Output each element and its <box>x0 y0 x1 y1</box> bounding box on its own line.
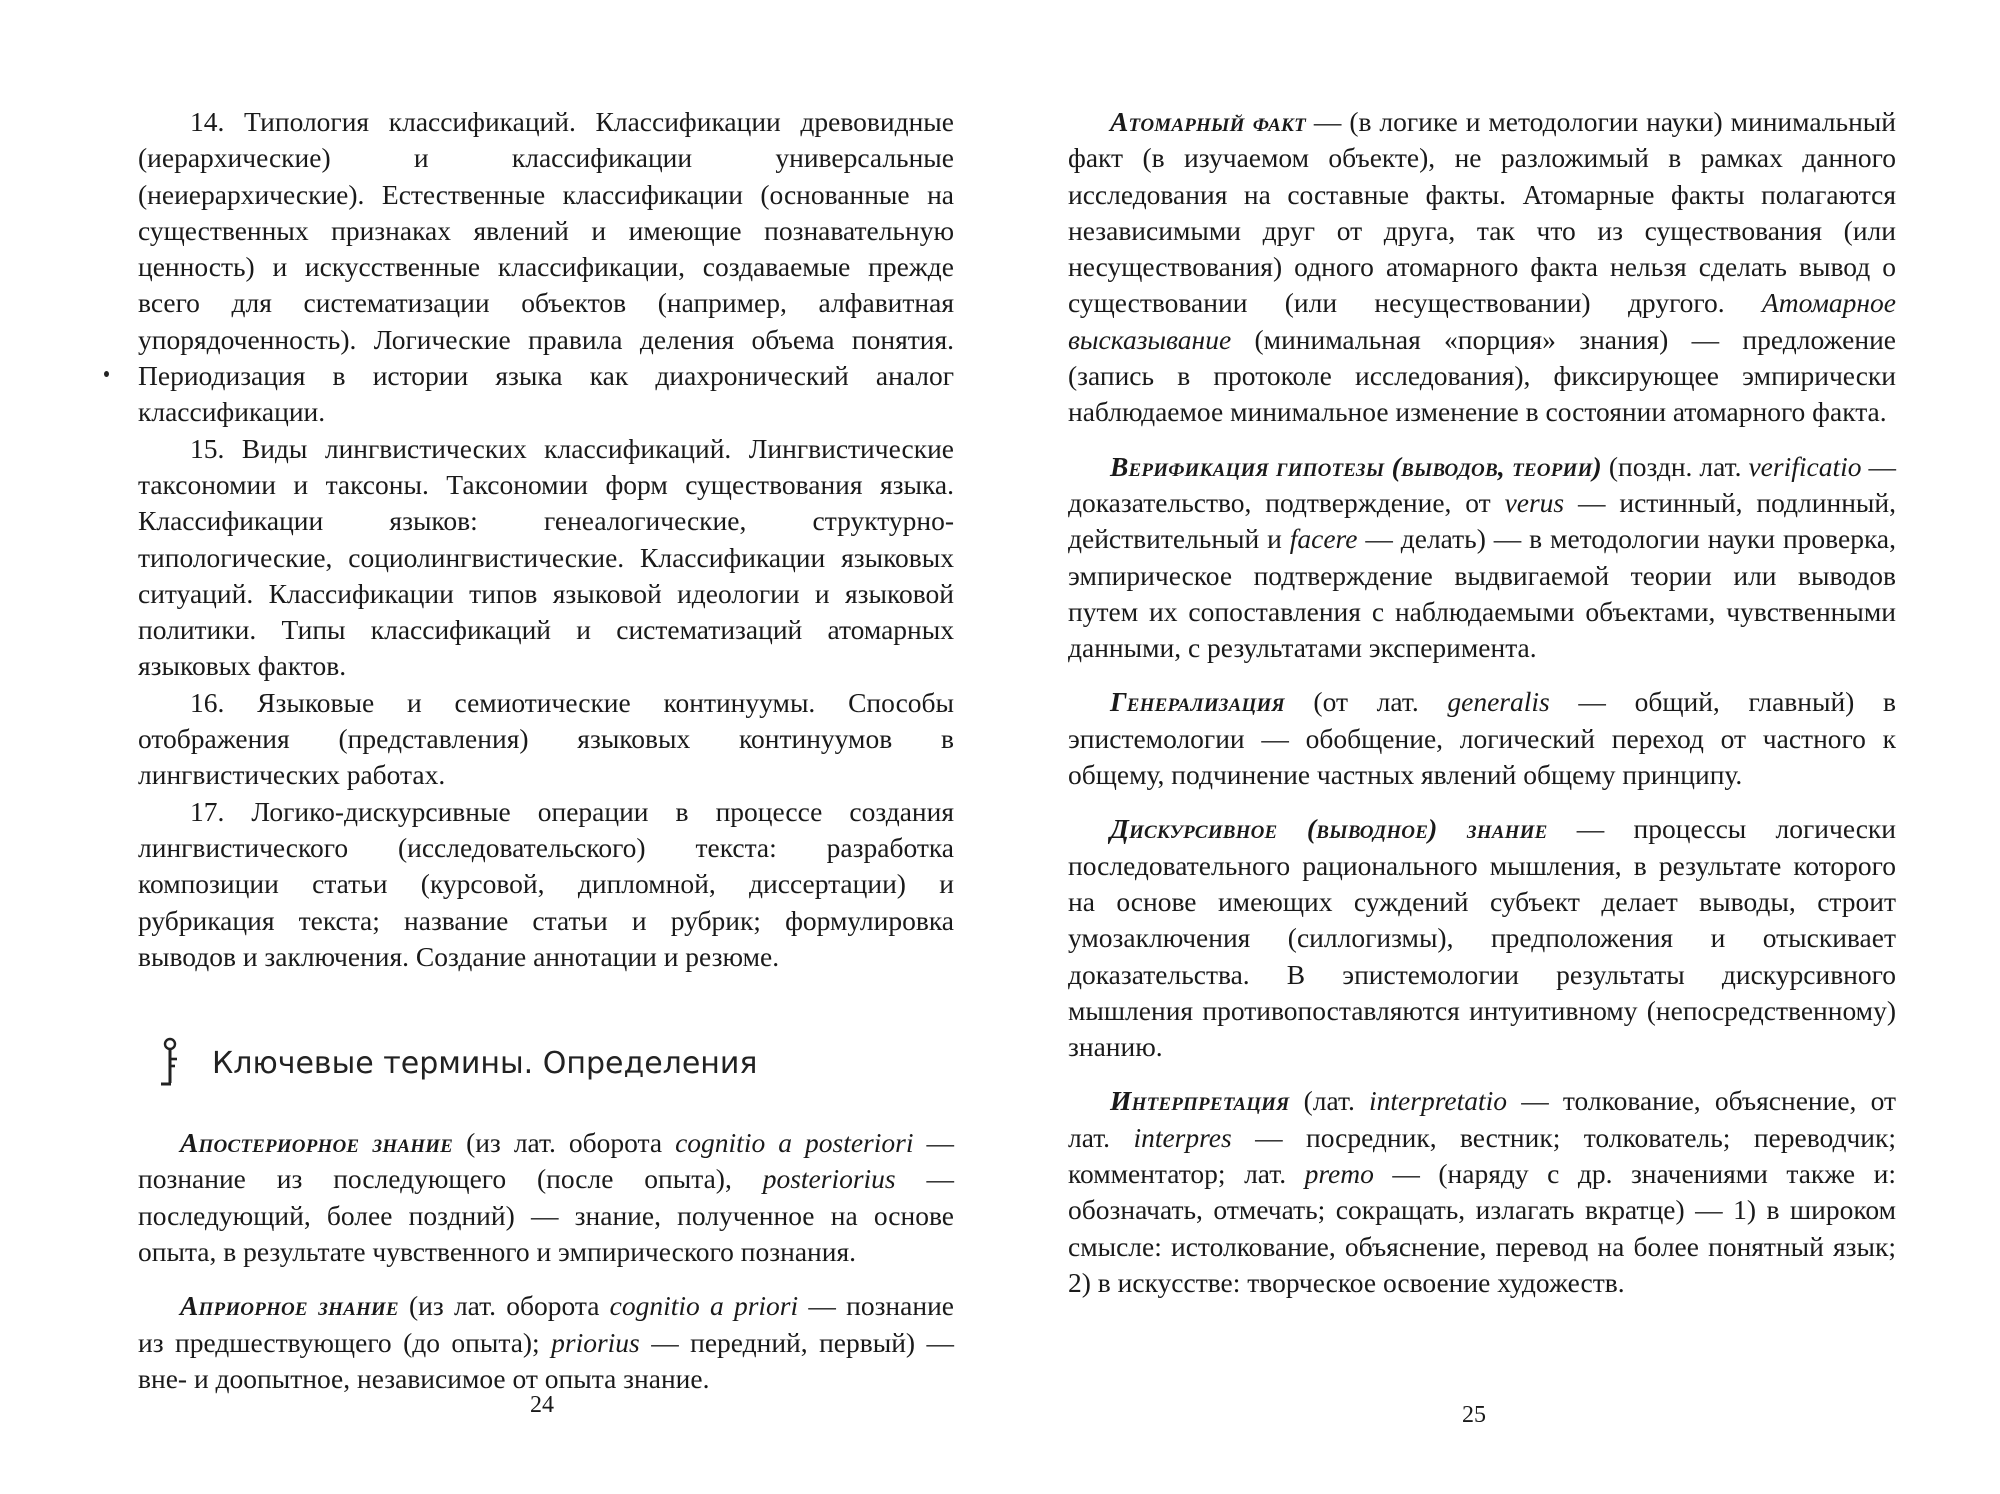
definition-text: — толкование, объяснение, от лат. <box>1068 1085 1897 1153</box>
latin-phrase: cognitio a posteriori <box>675 1127 914 1159</box>
definition-text: — истинный, подлинный, действительный и <box>1068 486 1896 555</box>
definition-text: — делать) — в методологии науки проверка, эмпирическое подтверждение выдвигаемой теории или выводов путем их сопоставления с наблюдаемыми объектами, чувственными данными, с результатами эксперимента. <box>1068 523 1896 664</box>
definition-text: — передний, первый) — вне- и доопытное, независимое от опыта знание. <box>138 1326 954 1394</box>
definition-text: (из лат. оборота <box>453 1127 676 1159</box>
definition-generalization <box>1068 684 1896 793</box>
section-heading <box>156 1037 954 1089</box>
section-title: Ключевые термины. Определения <box>212 1045 758 1081</box>
definition-atomic-fact <box>1068 104 1896 431</box>
italic-term: Атомарное высказывание <box>1068 287 1896 355</box>
term-generalization: Генерализация <box>1110 686 1285 718</box>
definition-text: (поздн. лат. <box>1601 450 1749 482</box>
definition-aposteriori <box>138 1125 954 1270</box>
latin-word: priorius <box>551 1326 640 1358</box>
term-verification: Верификация гипотезы (выводов, теории) <box>1110 450 1602 482</box>
definition-text: — посредник, вестник; толкователь; переводчик; комментатор; лат. <box>1068 1121 1897 1190</box>
definition-text: — доказательство, подтверждение, от <box>1068 450 1896 518</box>
definition-text: — процессы логически последовательного рационального мышления, в результате которого на основе имеющих суждений субъект делает выводы, строит умозаключения (силлогизмы), предположения и отыскивает доказательства. В эпистемологии результаты дискурсивного мышления противопоставляются интуитивному (непосредственному) знанию. <box>1068 813 1896 1063</box>
definition-text: (минимальная «порция» знания) — предложение (запись в протоколе исследования), фиксирующее эмпирически наблюдаемое минимальное изменение в состоянии атомарного факта. <box>1068 323 1896 428</box>
term-atomic-fact: Атомарный факт <box>1110 106 1306 137</box>
term-discursive: Дискурсивное (выводное) знание <box>1110 813 1548 845</box>
key-icon <box>156 1037 184 1089</box>
definition-verification <box>1068 449 1896 667</box>
latin-phrase: cognitio a priori <box>609 1290 799 1322</box>
term-aposteriori: Апостериорное знание <box>180 1127 454 1159</box>
definition-text: — познание из предшествующего (до опыта); <box>138 1290 954 1358</box>
latin-word: facere <box>1289 523 1358 555</box>
definition-text: (из лат. оборота <box>398 1290 610 1322</box>
definition-text: — последующий, более поздний) — знание, полученное на основе опыта, в результате чувственного и эмпирического познания. <box>138 1163 955 1268</box>
page-number-left: 24 <box>530 1392 554 1418</box>
latin-word: interpretatio <box>1369 1085 1508 1117</box>
definition-discursive <box>1068 811 1896 1065</box>
list-item-17: 17. Логико-дискурсивные операции в процессе создания лингвистического (исследовательского) текста: разработка композиции статьи (курсовой, дипломной, диссертации) и рубрикация текста; название статьи и рубрик; формулировка выводов и заключения. Создание аннотации и резюме. <box>138 795 954 972</box>
latin-word: verificatio <box>1748 450 1862 482</box>
term-apriori: Априорное знание <box>180 1290 399 1322</box>
latin-word: premo <box>1304 1158 1374 1190</box>
list-item-14: 14. Типология классификаций. Классификации древовидные (иерархические) и классификации универсальные (неиерархические). Естественные классификации (основанные на существенных признаках явлений и имеющие познавательную ценность) и искусственные классификации, создаваемые прежде всего для систематизации объектов (например, алфавитная упорядоченность). Логические правила деления объема понятия. Периодизация в истории языка как диахронический аналог классификации. <box>138 106 954 428</box>
definition-text: — общий, главный) в эпистемологии — обобщение, логический переход от частного к общему, подчинение частных явлений общему принципу. <box>1068 686 1896 791</box>
definition-apriori <box>138 1288 954 1397</box>
term-interpretation: Интерпретация <box>1110 1085 1290 1117</box>
latin-word: interpres <box>1133 1121 1232 1153</box>
list-item-15: 15. Виды лингвистических классификаций. Лингвистические таксономии и таксоны. Таксономии форм существования языка. Классификации языков: генеалогические, структурно-типологические, социолингвистические. Классификации языковых ситуаций. Классификации типов языковой идеологии и языковой политики. Типы классификаций и систематизаций атомарных языковых фактов. <box>138 432 954 682</box>
definition-text: (от лат. <box>1284 686 1448 718</box>
latin-word: verus <box>1504 486 1565 518</box>
definition-interpretation <box>1068 1083 1896 1301</box>
ink-speck <box>104 371 109 377</box>
definition-text: (лат. <box>1289 1085 1370 1117</box>
page-number-right: 25 <box>1462 1402 1486 1428</box>
latin-word: posteriorius <box>762 1163 896 1195</box>
right-page <box>1000 0 2000 1494</box>
definition-text: — (наряду с др. значениями также и: обозначать, отмечать; сокращать, излагать вкратце) — 1) в широком смысле: истолкование, объяснение, перевод на более понятный язык; 2) в искусстве: творческое освоение художеств. <box>1068 1158 1896 1298</box>
list-item-16: 16. Языковые и семиотические континуумы. Способы отображения (представления) языковых континуумов в лингвистических работах. <box>138 686 954 791</box>
definition-text: — (в логике и методологии науки) минимальный факт (в изучаемом объекте), не разложимый в рамках данного исследования на составные факты. Атомарные факты полагаются независимыми друг от друга, так что из существования (или несуществования) одного атомарного факта нельзя сделать вывод о существовании (или несуществовании) другого. <box>1068 106 1896 319</box>
definition-text: — познание из последующего (после опыта), <box>138 1127 954 1195</box>
latin-word: generalis <box>1447 686 1550 718</box>
